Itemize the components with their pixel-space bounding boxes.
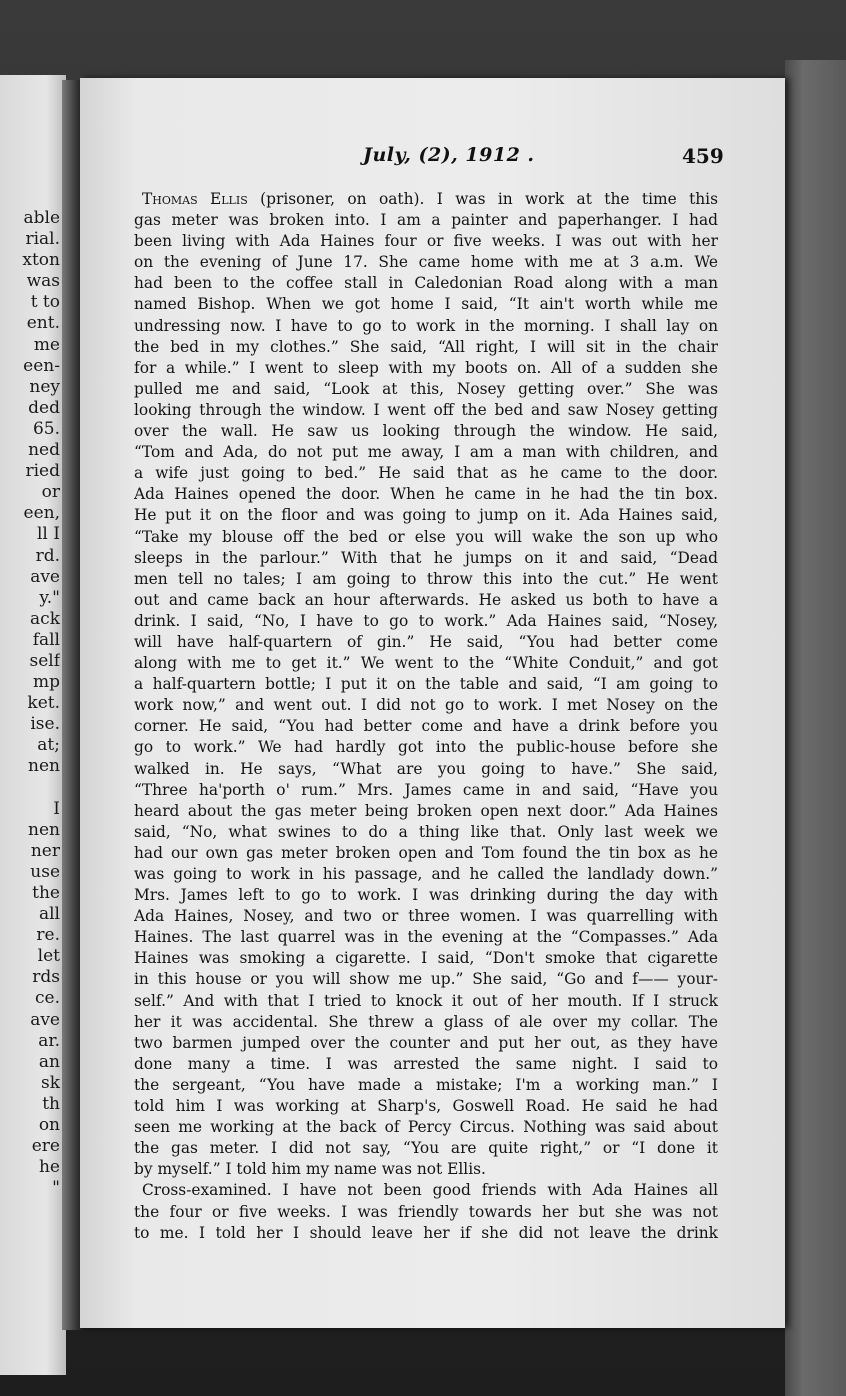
facing-page-fragment: or bbox=[41, 482, 60, 503]
facing-page-fragment: th bbox=[42, 1093, 60, 1114]
facing-page-fragment: ave bbox=[30, 566, 60, 587]
facing-page-fragment: ner bbox=[30, 840, 60, 861]
body-line: Haines. The last quarrel was in the evening at the “Compasses.” Ada bbox=[134, 928, 718, 947]
facing-page-fragment: rds bbox=[32, 967, 60, 988]
facing-page-fragment: ar. bbox=[38, 1030, 60, 1051]
facing-page-fragment: all bbox=[38, 904, 60, 925]
body-line bbox=[134, 189, 718, 210]
body-line: had been to the coffee stall in Caledonian Road along with a man bbox=[134, 274, 718, 293]
body-line: self.” And with that I tried to knock it out of her mouth. If I struck bbox=[134, 991, 718, 1010]
facing-page-fragment: me bbox=[33, 334, 60, 355]
facing-page-fragment: ney bbox=[29, 376, 60, 397]
running-head: July, (2), 1912 . bbox=[363, 144, 535, 166]
facing-page-fragment: ll I bbox=[37, 524, 60, 545]
body-line: done many a time. I was arrested the same night. I said to bbox=[134, 1054, 718, 1073]
page-body bbox=[134, 189, 718, 1244]
facing-page-fragment: on bbox=[38, 1115, 60, 1136]
facing-page-fragment: t to bbox=[30, 292, 60, 313]
facing-page-fragment: ave bbox=[30, 1009, 60, 1030]
body-line: two barmen jumped over the counter and put her out, as they have bbox=[134, 1033, 718, 1052]
page-edge-shadow bbox=[785, 60, 846, 1396]
body-line: along with me to get it.” We went to the “White Conduit,” and got bbox=[134, 654, 718, 673]
facing-page-fragment: nen bbox=[28, 756, 60, 777]
body-line: her it was accidental. She threw a glass of ale over my collar. The bbox=[134, 1012, 718, 1031]
body-line: gas meter was broken into. I am a painter and paperhanger. I had bbox=[134, 211, 718, 230]
facing-page-fragment: able bbox=[23, 208, 60, 228]
body-line: pulled me and said, “Look at this, Nosey getting over.” She was bbox=[134, 379, 718, 398]
facing-page-fragment: an bbox=[38, 1051, 60, 1072]
body-line: for a while.” I went to sleep with my boots on. All of a sudden she bbox=[134, 358, 718, 377]
body-line: the sergeant, “You have made a mistake; I'm a working man.” I bbox=[134, 1075, 718, 1094]
facing-page-fragment: I bbox=[53, 798, 60, 819]
body-line: He put it on the floor and was going to jump on it. Ada Haines said, bbox=[134, 506, 718, 525]
body-line: men tell no tales; I am going to throw this into the cut.” He went bbox=[134, 569, 718, 588]
body-line: the gas meter. I did not say, “You are quite right,” or “I done it bbox=[134, 1139, 718, 1158]
cross-examination-line: Cross-examined. I have not been good friends with Ada Haines all bbox=[142, 1181, 718, 1200]
body-line: said, “No, what swines to do a thing like that. Only last week we bbox=[134, 822, 718, 841]
facing-page-fragment: the bbox=[32, 883, 60, 903]
facing-page-fragment: nen bbox=[28, 819, 60, 840]
body-line: the bed in my clothes.” She said, “All right, I will sit in the chair bbox=[134, 337, 718, 356]
facing-page-fragment: 65. bbox=[32, 418, 60, 439]
body-line: out and came back an hour afterwards. He asked us both to have a bbox=[134, 590, 718, 609]
body-line: Haines was smoking a cigarette. I said, “Don't smoke that cigarette bbox=[134, 949, 718, 968]
facing-page-fragment: was bbox=[26, 271, 60, 292]
body-line: a half-quartern bottle; I put it on the table and said, “I am going to bbox=[134, 675, 718, 694]
facing-page-fragment: rial. bbox=[25, 229, 60, 250]
body-line: had our own gas meter broken open and Tom found the tin box as he bbox=[134, 843, 718, 862]
facing-page-fragment: re. bbox=[36, 925, 60, 946]
body-line: Mrs. James left to go to work. I was drinking during the day with bbox=[134, 886, 718, 905]
facing-page-fragment: ket. bbox=[27, 693, 60, 714]
body-line: was going to work in his passage, and he called the landlady down.” bbox=[134, 865, 718, 883]
facing-page-fragment: sk bbox=[40, 1072, 60, 1093]
body-line: heard about the gas meter being broken open next door.” Ada Haines bbox=[134, 801, 718, 820]
body-line: told him I was working at Sharp's, Goswell Road. He said he had bbox=[134, 1097, 718, 1116]
body-line: sleeps in the parlour.” With that he jumps on it and said, “Dead bbox=[134, 548, 718, 567]
first-line-text: (prisoner, on oath). I was in work at the time this bbox=[260, 190, 718, 208]
facing-page-fragment: fall bbox=[32, 629, 60, 650]
body-line: been living with Ada Haines four or five weeks. I was out with her bbox=[134, 232, 718, 251]
facing-page-fragment: use bbox=[30, 861, 60, 882]
speaker-name: Thomas Ellis bbox=[142, 190, 248, 208]
body-line: named Bishop. When we got home I said, “It ain't worth while me bbox=[134, 295, 718, 314]
facing-page-fragment bbox=[0, 778, 60, 799]
body-line: drink. I said, “No, I have to go to work.” Ada Haines said, “Nosey, bbox=[134, 611, 718, 630]
cross-examination-lines bbox=[134, 1180, 718, 1243]
facing-page-fragment: mp bbox=[32, 672, 60, 693]
testimony-lines bbox=[134, 210, 718, 1180]
facing-page-fragment: xton bbox=[22, 250, 60, 271]
body-line: looking through the window. I went off the bed and saw Nosey getting bbox=[134, 400, 718, 419]
body-line: undressing now. I have to go to work in the morning. I shall lay on bbox=[134, 316, 718, 335]
facing-page-fragment: ned bbox=[28, 440, 60, 461]
body-line: by myself.” I told him my name was not Ellis. bbox=[134, 1160, 486, 1179]
body-line: “Three ha'porth o' rum.” Mrs. James came in and said, “Have you bbox=[134, 780, 718, 799]
facing-page-fragment: " bbox=[52, 1178, 60, 1199]
facing-page-fragment: rd. bbox=[35, 545, 60, 566]
cross-examination-line: the four or five weeks. I was friendly towards her but she was not bbox=[134, 1202, 718, 1221]
facing-page-fragment: ise. bbox=[30, 714, 60, 735]
body-line: “Tom and Ada, do not put me away, I am a man with children, and bbox=[134, 443, 718, 462]
body-line: a wife just going to bed.” He said that as he came to the door. bbox=[134, 464, 718, 483]
body-line: over the wall. He saw us looking through the window. He said, bbox=[134, 422, 718, 441]
body-line: in this house or you will show me up.” She said, “Go and f—— your- bbox=[134, 970, 718, 989]
facing-page-fragment: ded bbox=[28, 397, 60, 418]
facing-page-fragment: ce. bbox=[35, 988, 60, 1009]
facing-page-fragment: ack bbox=[30, 608, 60, 629]
page-header bbox=[80, 144, 785, 174]
body-line: work now,” and went out. I did not go to work. I met Nosey on the bbox=[134, 696, 718, 715]
body-line: corner. He said, “You had better come and have a drink before you bbox=[134, 717, 718, 736]
facing-page-fragment: let bbox=[37, 946, 60, 967]
body-line: walked in. He says, “What are you going to have.” She said, bbox=[134, 759, 718, 778]
facing-page-fragment: ried bbox=[25, 461, 60, 482]
body-line: will have half-quartern of gin.” He said, “You had better come bbox=[134, 632, 718, 651]
body-line: Ada Haines opened the door. When he came in he had the tin box. bbox=[134, 485, 718, 504]
facing-page-text-fragments bbox=[0, 208, 60, 1199]
facing-page-fragment: y." bbox=[39, 587, 60, 608]
body-line: Ada Haines, Nosey, and two or three women. I was quarrelling with bbox=[134, 907, 718, 926]
body-line: “Take my blouse off the bed or else you will wake the son up who bbox=[134, 527, 718, 546]
facing-page-fragment: he bbox=[38, 1157, 60, 1178]
facing-page-fragment: ere bbox=[31, 1136, 60, 1157]
facing-page-fragment: ent. bbox=[26, 313, 60, 334]
facing-page-fragment: een, bbox=[23, 503, 60, 524]
facing-page-fragment: self bbox=[29, 650, 60, 671]
facing-page-fragment: at; bbox=[37, 735, 60, 756]
page-number: 459 bbox=[682, 144, 724, 168]
cross-examination-line: to me. I told her I should leave her if she did not leave the drink bbox=[134, 1223, 718, 1242]
body-line: go to work.” We had hardly got into the public-house before she bbox=[134, 738, 718, 757]
body-line: seen me working at the back of Percy Circus. Nothing was said about bbox=[134, 1118, 718, 1137]
body-line: on the evening of June 17. She came home with me at 3 a.m. We bbox=[134, 253, 718, 272]
facing-page-fragment: een- bbox=[23, 355, 60, 376]
